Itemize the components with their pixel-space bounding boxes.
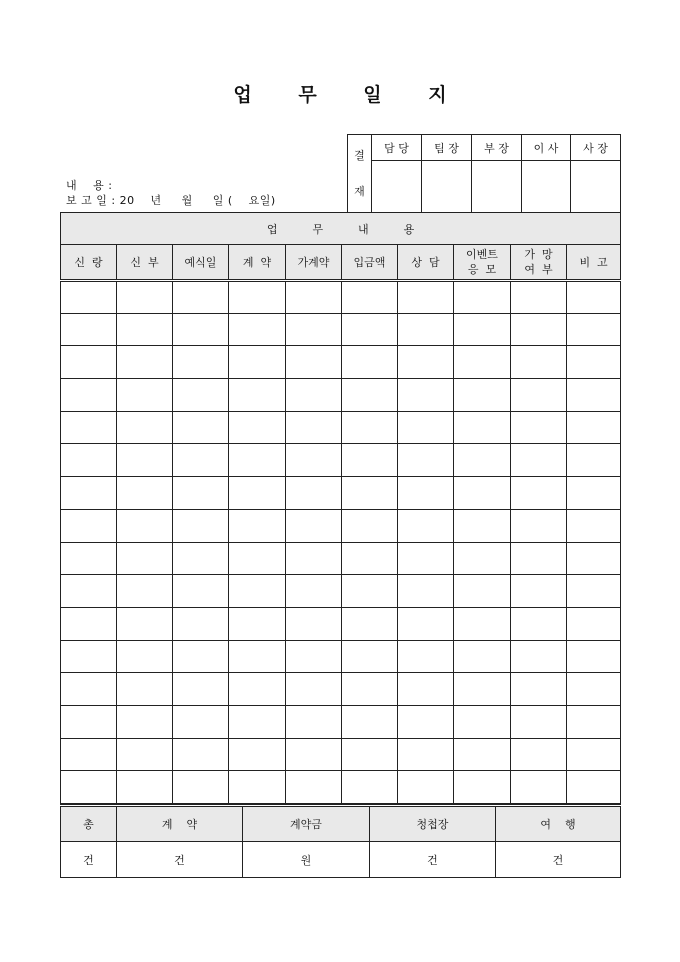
table-cell[interactable] — [454, 640, 511, 673]
table-cell[interactable] — [342, 542, 398, 575]
table-cell[interactable] — [454, 738, 511, 771]
table-row — [61, 509, 621, 542]
table-cell[interactable] — [286, 673, 342, 706]
table-cell[interactable] — [286, 771, 342, 804]
table-cell[interactable] — [398, 705, 454, 738]
table-cell[interactable] — [61, 379, 117, 412]
column-header — [454, 245, 511, 281]
table-cell[interactable] — [567, 542, 621, 575]
column-header — [286, 245, 342, 281]
approval-table — [347, 134, 621, 213]
table-cell[interactable] — [567, 575, 621, 608]
signature-box[interactable] — [522, 161, 571, 213]
table-cell[interactable] — [342, 509, 398, 542]
table-cell[interactable] — [454, 771, 511, 804]
table-cell[interactable] — [61, 771, 117, 804]
approval-label-top: 결 — [354, 148, 365, 162]
table-cell[interactable] — [117, 379, 173, 412]
table-cell[interactable] — [117, 346, 173, 379]
table-cell[interactable] — [454, 444, 511, 477]
column-header — [117, 245, 173, 281]
approval-role: 부 장 — [472, 135, 522, 161]
table-cell[interactable] — [398, 411, 454, 444]
table-cell[interactable] — [173, 673, 229, 706]
table-cell[interactable] — [61, 477, 117, 510]
table-cell[interactable] — [229, 346, 286, 379]
column-header-line: 상 담 — [411, 256, 440, 269]
table-cell[interactable] — [342, 607, 398, 640]
table-cell[interactable] — [454, 411, 511, 444]
table-cell[interactable] — [117, 575, 173, 608]
signature-box[interactable] — [472, 161, 522, 213]
column-header-line: 가계약 — [297, 256, 330, 269]
table-cell[interactable] — [511, 509, 567, 542]
table-cell[interactable] — [511, 411, 567, 444]
table-cell[interactable] — [567, 313, 621, 346]
column-header-line: 이벤트 — [466, 248, 498, 261]
table-cell[interactable] — [61, 673, 117, 706]
table-cell[interactable] — [454, 673, 511, 706]
approval-role: 담 당 — [372, 135, 422, 161]
table-cell[interactable] — [398, 444, 454, 477]
summary-value[interactable]: 원 — [243, 842, 370, 878]
table-row — [61, 673, 621, 706]
approval-role: 사 장 — [571, 135, 621, 161]
table-cell[interactable] — [229, 281, 286, 314]
table-cell[interactable] — [511, 705, 567, 738]
table-row — [61, 575, 621, 608]
table-cell[interactable] — [61, 640, 117, 673]
column-header-line: 계 약 — [242, 256, 272, 269]
column-header-line: 비 고 — [579, 256, 608, 269]
table-cell[interactable] — [454, 575, 511, 608]
table-cell[interactable] — [286, 705, 342, 738]
summary-header: 계 약 — [117, 806, 243, 842]
table-row — [61, 379, 621, 412]
table-cell[interactable] — [398, 771, 454, 804]
table-cell[interactable] — [342, 771, 398, 804]
table-cell[interactable] — [511, 673, 567, 706]
table-cell[interactable] — [229, 379, 286, 412]
table-cell[interactable] — [61, 444, 117, 477]
table-cell[interactable] — [61, 607, 117, 640]
table-cell[interactable] — [567, 477, 621, 510]
table-cell[interactable] — [173, 509, 229, 542]
table-cell[interactable] — [567, 281, 621, 314]
table-cell[interactable] — [229, 705, 286, 738]
summary-value[interactable]: 건 — [496, 842, 621, 878]
table-cell[interactable] — [61, 346, 117, 379]
column-header-line: 신 랑 — [74, 256, 103, 269]
table-cell[interactable] — [286, 281, 342, 314]
table-row — [61, 281, 621, 314]
summary-table — [60, 804, 621, 878]
table-cell[interactable] — [511, 575, 567, 608]
table-cell[interactable] — [511, 444, 567, 477]
approval-label-bottom: 재 — [354, 184, 365, 198]
table-cell[interactable] — [398, 313, 454, 346]
table-cell[interactable] — [567, 705, 621, 738]
table-cell[interactable] — [511, 346, 567, 379]
table-cell[interactable] — [398, 673, 454, 706]
table-cell[interactable] — [454, 607, 511, 640]
table-cell[interactable] — [173, 771, 229, 804]
table-cell[interactable] — [567, 509, 621, 542]
table-cell[interactable] — [229, 313, 286, 346]
table-cell[interactable] — [567, 640, 621, 673]
table-cell[interactable] — [117, 738, 173, 771]
table-cell[interactable] — [173, 411, 229, 444]
table-cell[interactable] — [61, 575, 117, 608]
table-cell[interactable] — [229, 607, 286, 640]
table-cell[interactable] — [286, 575, 342, 608]
table-cell[interactable] — [229, 575, 286, 608]
table-cell[interactable] — [286, 411, 342, 444]
table-cell[interactable] — [286, 607, 342, 640]
table-cell[interactable] — [511, 607, 567, 640]
table-row — [61, 705, 621, 738]
table-cell[interactable] — [173, 705, 229, 738]
summary-value[interactable]: 건 — [117, 842, 243, 878]
column-header-line: 여 부 — [524, 263, 553, 276]
approval-role: 팀 장 — [422, 135, 472, 161]
table-cell[interactable] — [342, 640, 398, 673]
table-cell[interactable] — [229, 509, 286, 542]
table-cell[interactable] — [173, 346, 229, 379]
table-row — [61, 477, 621, 510]
report-date-label: 보 고 일 : 20 년 월 일 ( 요일) — [66, 194, 276, 207]
table-cell[interactable] — [117, 607, 173, 640]
column-header-line: 응 모 — [467, 263, 497, 276]
table-cell[interactable] — [117, 281, 173, 314]
table-cell[interactable] — [229, 771, 286, 804]
table-cell[interactable] — [229, 444, 286, 477]
table-cell[interactable] — [61, 509, 117, 542]
table-cell[interactable] — [61, 738, 117, 771]
signature-box[interactable] — [422, 161, 472, 213]
table-cell[interactable] — [117, 771, 173, 804]
table-cell[interactable] — [454, 346, 511, 379]
table-cell[interactable] — [454, 705, 511, 738]
table-cell[interactable] — [454, 477, 511, 510]
table-cell[interactable] — [398, 738, 454, 771]
table-cell[interactable] — [173, 477, 229, 510]
table-cell[interactable] — [173, 738, 229, 771]
table-cell[interactable] — [229, 640, 286, 673]
table-cell[interactable] — [398, 379, 454, 412]
table-cell[interactable] — [117, 705, 173, 738]
summary-value[interactable]: 건 — [61, 842, 117, 878]
table-cell[interactable] — [511, 542, 567, 575]
table-cell[interactable] — [117, 673, 173, 706]
table-cell[interactable] — [454, 313, 511, 346]
column-header-line: 신 부 — [130, 256, 159, 269]
table-cell[interactable] — [454, 379, 511, 412]
work-table — [60, 212, 621, 804]
column-header — [398, 245, 454, 281]
table-cell[interactable] — [511, 738, 567, 771]
column-header — [173, 245, 229, 281]
table-row — [61, 640, 621, 673]
table-cell[interactable] — [342, 738, 398, 771]
table-cell[interactable] — [173, 575, 229, 608]
column-header — [229, 245, 286, 281]
column-header — [342, 245, 398, 281]
signature-box[interactable] — [372, 161, 422, 213]
table-cell[interactable] — [61, 281, 117, 314]
summary-header: 총 — [61, 806, 117, 842]
table-cell[interactable] — [567, 673, 621, 706]
summary-header: 청첩장 — [370, 806, 496, 842]
table-cell[interactable] — [286, 444, 342, 477]
summary-value[interactable]: 건 — [370, 842, 496, 878]
table-cell[interactable] — [286, 640, 342, 673]
table-cell[interactable] — [286, 477, 342, 510]
table-cell[interactable] — [61, 542, 117, 575]
approval-role: 이 사 — [522, 135, 571, 161]
table-cell[interactable] — [229, 477, 286, 510]
table-cell[interactable] — [567, 444, 621, 477]
table-cell[interactable] — [173, 281, 229, 314]
section-header: 업 무 내 용 — [61, 213, 621, 245]
table-cell[interactable] — [173, 444, 229, 477]
table-cell[interactable] — [342, 346, 398, 379]
table-cell[interactable] — [454, 542, 511, 575]
signature-box[interactable] — [571, 161, 621, 213]
table-cell[interactable] — [342, 575, 398, 608]
table-cell[interactable] — [229, 542, 286, 575]
table-cell[interactable] — [567, 738, 621, 771]
summary-header: 여 행 — [496, 806, 621, 842]
table-row — [61, 542, 621, 575]
table-cell[interactable] — [61, 705, 117, 738]
table-cell[interactable] — [286, 542, 342, 575]
table-cell[interactable] — [398, 346, 454, 379]
table-cell[interactable] — [398, 607, 454, 640]
table-cell[interactable] — [342, 477, 398, 510]
table-cell[interactable] — [342, 281, 398, 314]
table-cell[interactable] — [173, 640, 229, 673]
table-cell[interactable] — [567, 771, 621, 804]
table-cell[interactable] — [567, 607, 621, 640]
page-title: 업 무 일 지 — [233, 84, 467, 106]
table-cell[interactable] — [398, 281, 454, 314]
column-header-line: 가 망 — [524, 248, 553, 261]
table-cell[interactable] — [61, 411, 117, 444]
table-cell[interactable] — [173, 542, 229, 575]
table-cell[interactable] — [286, 509, 342, 542]
table-row — [61, 346, 621, 379]
table-cell[interactable] — [398, 477, 454, 510]
table-cell[interactable] — [511, 477, 567, 510]
table-cell[interactable] — [229, 738, 286, 771]
table-row — [61, 771, 621, 804]
table-cell[interactable] — [117, 509, 173, 542]
table-cell[interactable] — [398, 509, 454, 542]
table-cell[interactable] — [173, 379, 229, 412]
table-cell[interactable] — [229, 411, 286, 444]
table-cell[interactable] — [173, 313, 229, 346]
table-cell[interactable] — [342, 705, 398, 738]
table-cell[interactable] — [286, 313, 342, 346]
table-cell[interactable] — [286, 738, 342, 771]
table-cell[interactable] — [117, 313, 173, 346]
table-cell[interactable] — [567, 346, 621, 379]
table-cell[interactable] — [342, 379, 398, 412]
column-header-line: 예식일 — [184, 256, 217, 269]
table-cell[interactable] — [567, 411, 621, 444]
table-cell[interactable] — [398, 575, 454, 608]
column-header-line: 입금액 — [353, 256, 386, 269]
table-row — [61, 411, 621, 444]
table-cell[interactable] — [454, 509, 511, 542]
table-cell[interactable] — [286, 346, 342, 379]
table-row — [61, 313, 621, 346]
table-cell[interactable] — [117, 411, 173, 444]
table-cell[interactable] — [342, 313, 398, 346]
table-row — [61, 738, 621, 771]
table-cell[interactable] — [511, 281, 567, 314]
content-label: 내 용 : — [66, 179, 113, 192]
table-cell[interactable] — [454, 281, 511, 314]
table-cell[interactable] — [511, 313, 567, 346]
table-cell[interactable] — [511, 640, 567, 673]
column-header — [61, 245, 117, 281]
summary-header: 계약금 — [243, 806, 370, 842]
table-cell[interactable] — [398, 542, 454, 575]
table-cell[interactable] — [61, 313, 117, 346]
table-cell[interactable] — [398, 640, 454, 673]
column-header — [511, 245, 567, 281]
table-cell[interactable] — [342, 673, 398, 706]
table-cell[interactable] — [173, 607, 229, 640]
table-row — [61, 444, 621, 477]
table-cell[interactable] — [511, 771, 567, 804]
table-cell[interactable] — [567, 379, 621, 412]
table-cell[interactable] — [117, 542, 173, 575]
table-row — [61, 607, 621, 640]
table-cell[interactable] — [229, 673, 286, 706]
table-cell[interactable] — [342, 411, 398, 444]
table-cell[interactable] — [511, 379, 567, 412]
column-header — [567, 245, 621, 281]
table-cell[interactable] — [117, 444, 173, 477]
table-cell[interactable] — [117, 477, 173, 510]
table-cell[interactable] — [117, 640, 173, 673]
table-cell[interactable] — [342, 444, 398, 477]
table-cell[interactable] — [286, 379, 342, 412]
approval-label — [348, 135, 372, 213]
